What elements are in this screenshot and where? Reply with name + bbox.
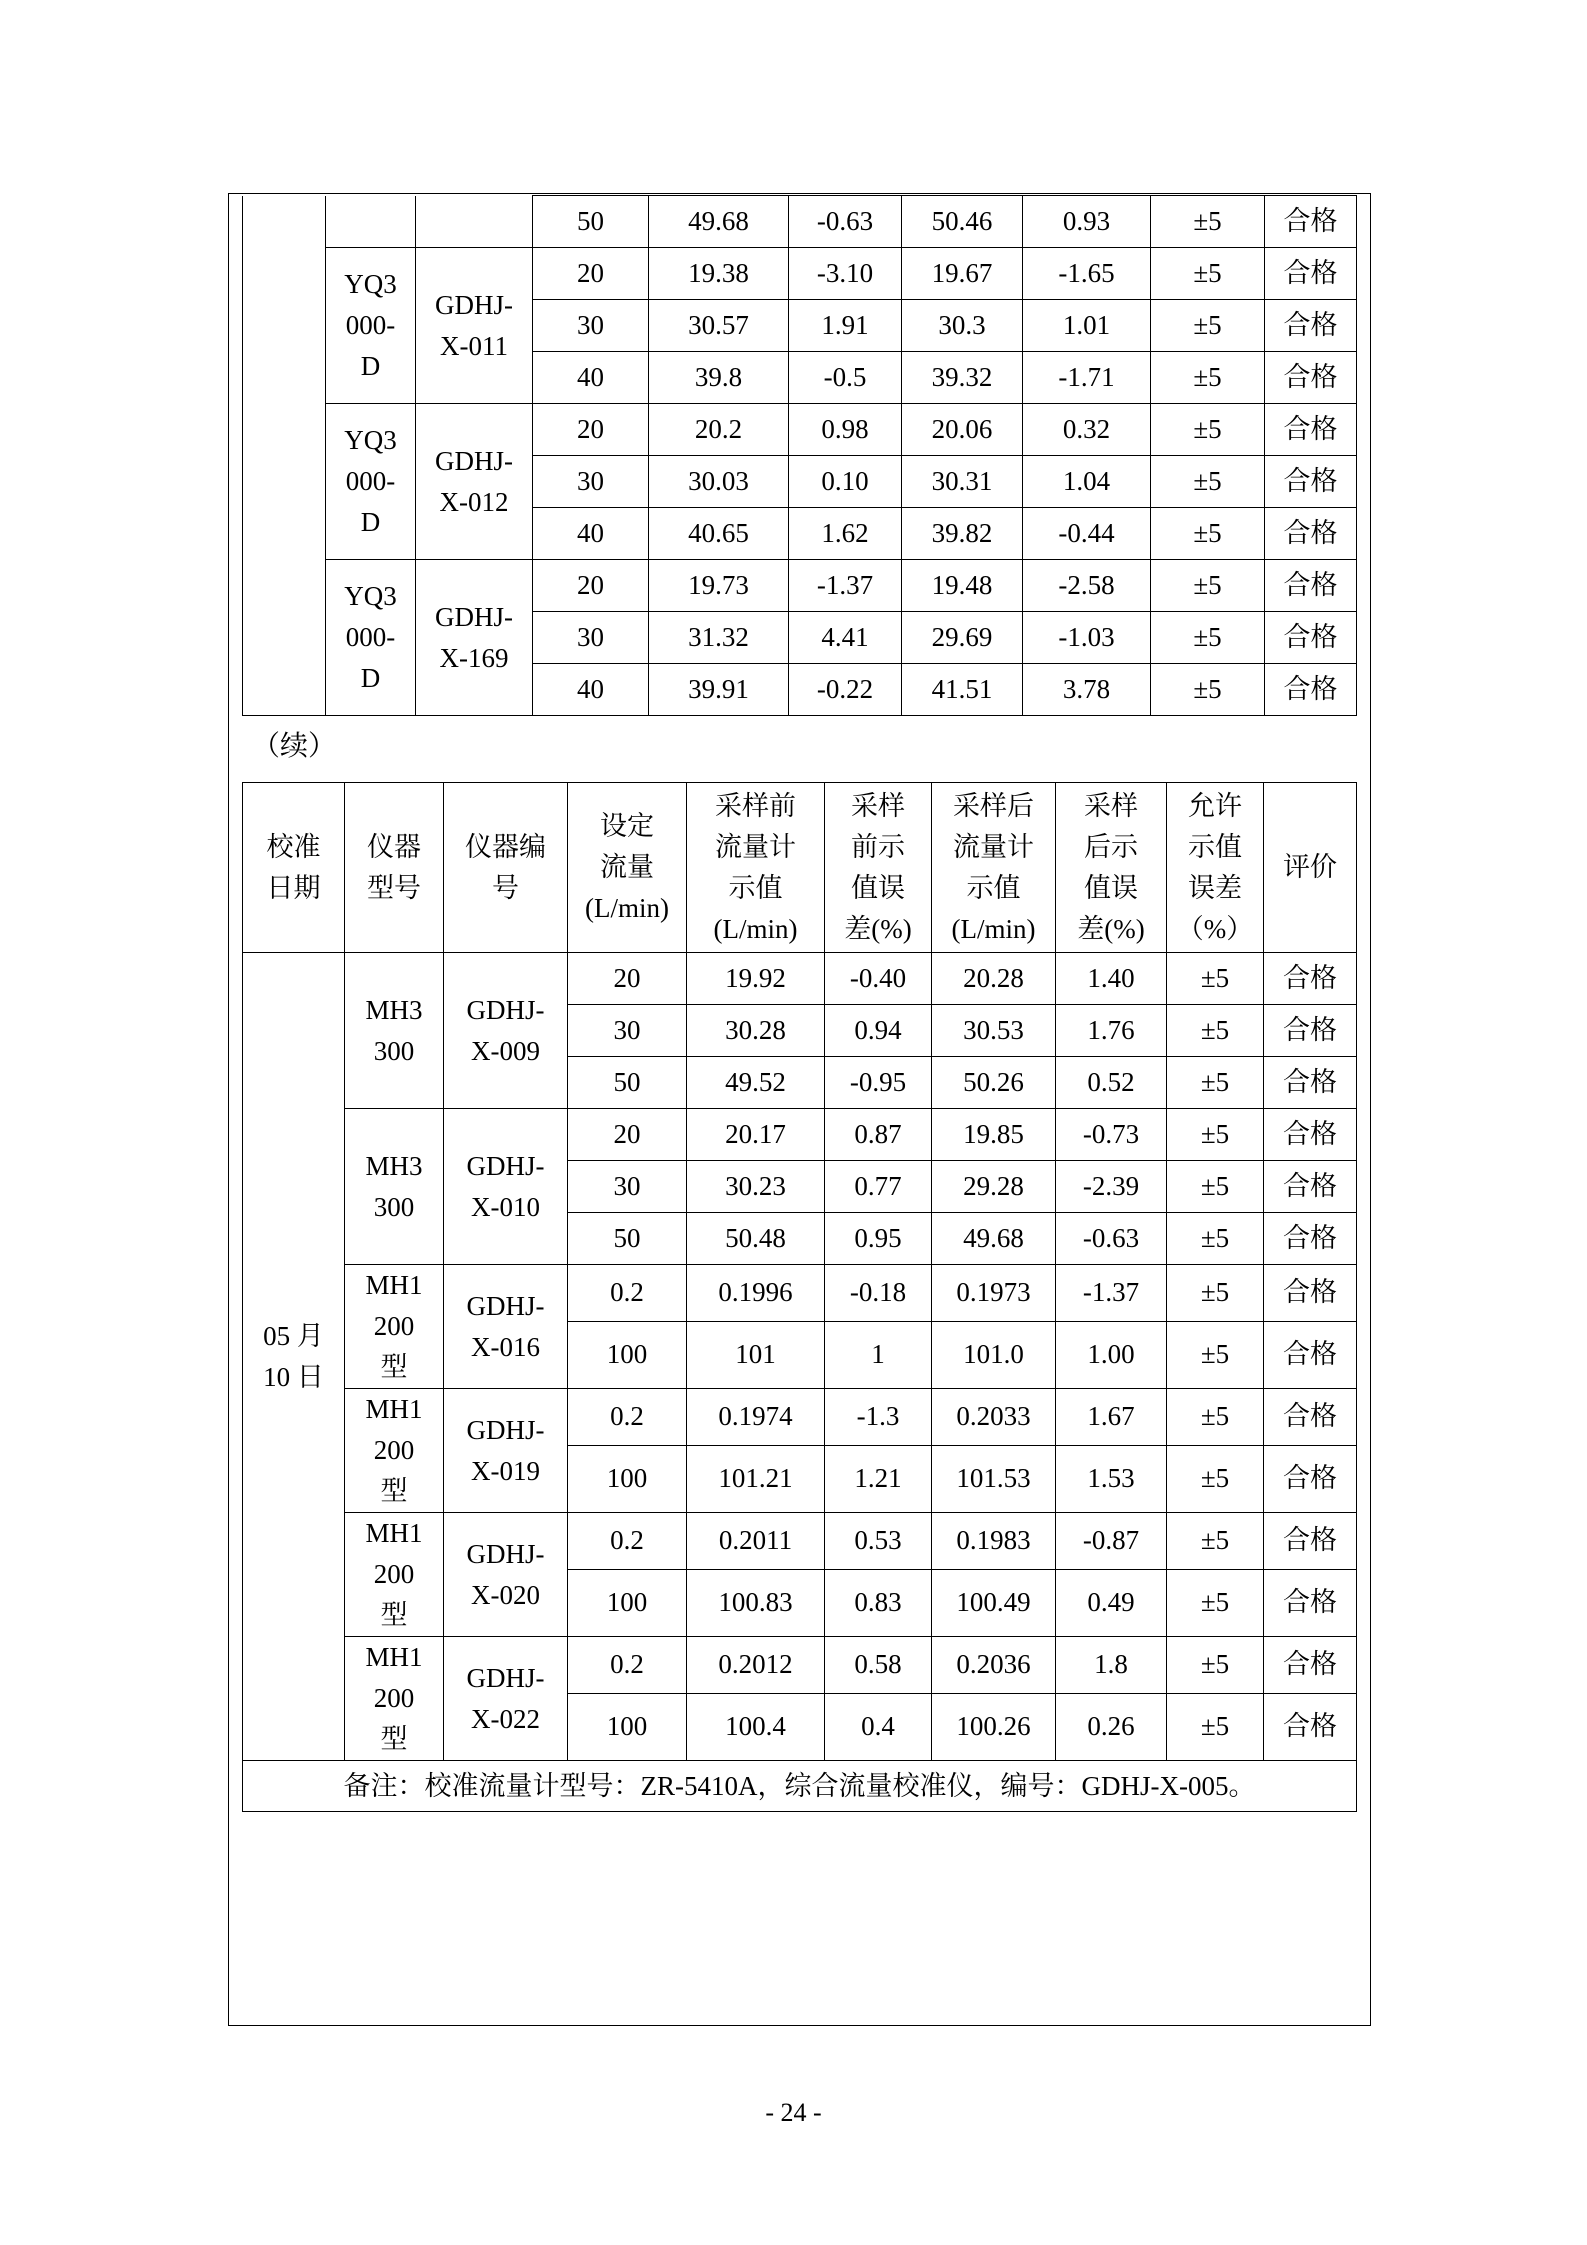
data-cell: 31.32 [649,612,789,664]
data-cell: 0.93 [1023,196,1151,248]
data-cell: 1 [825,1321,932,1388]
data-cell: 0.94 [825,1005,932,1057]
data-cell: ±5 [1167,953,1264,1005]
instrument-id-cell: GDHJ- X-022 [444,1637,568,1761]
data-cell: -0.73 [1056,1109,1167,1161]
data-cell: -0.22 [789,664,902,716]
data-cell: 39.82 [902,508,1023,560]
data-cell: 0.58 [825,1637,932,1694]
column-header: 采样 后示 值误 差(%) [1056,783,1167,953]
date-cell [243,196,326,716]
data-cell: ±5 [1167,1637,1264,1694]
data-cell: 20 [533,404,649,456]
instrument-id-cell: GDHJ- X-011 [416,248,533,404]
data-cell: 101.0 [932,1321,1056,1388]
data-cell: 0.2 [568,1265,687,1322]
data-cell: 4.41 [789,612,902,664]
data-cell: 合格 [1265,300,1357,352]
data-cell: ±5 [1167,1213,1264,1265]
data-cell: 0.49 [1056,1569,1167,1636]
data-cell: ±5 [1167,1389,1264,1446]
data-cell: -1.37 [1056,1265,1167,1322]
data-cell: 1.01 [1023,300,1151,352]
data-cell: 合格 [1264,1265,1357,1322]
model-cell: MH1 200 型 [345,1637,444,1761]
data-cell: -1.37 [789,560,902,612]
column-header: 评价 [1264,783,1357,953]
data-cell: 19.85 [932,1109,1056,1161]
instrument-id-cell [416,196,533,248]
data-cell: 19.67 [902,248,1023,300]
data-cell: 20 [568,1109,687,1161]
data-cell: -0.5 [789,352,902,404]
data-cell: 合格 [1264,1213,1357,1265]
column-header: 采样 前示 值误 差(%) [825,783,932,953]
data-cell: 40 [533,508,649,560]
data-cell: 0.2036 [932,1637,1056,1694]
data-cell: -1.65 [1023,248,1151,300]
data-cell: 30.3 [902,300,1023,352]
data-cell: 合格 [1265,196,1357,248]
instrument-id-cell: GDHJ- X-016 [444,1265,568,1389]
note-text: 备注：校准流量计型号：ZR-5410A，综合流量校准仪，编号：GDHJ-X-005。 [243,1761,1357,1812]
data-cell: 20 [533,248,649,300]
data-cell: 41.51 [902,664,1023,716]
data-cell: 29.28 [932,1161,1056,1213]
model-cell [326,196,416,248]
column-header: 采样前 流量计 示值 (L/min) [687,783,825,953]
data-cell: 39.8 [649,352,789,404]
data-cell: 40.65 [649,508,789,560]
data-cell: 40 [533,352,649,404]
data-cell: 30 [568,1161,687,1213]
data-cell: 1.21 [825,1445,932,1512]
model-cell: MH3 300 [345,953,444,1109]
data-cell: ±5 [1151,612,1265,664]
data-cell: 合格 [1264,1693,1357,1760]
data-cell: 1.00 [1056,1321,1167,1388]
data-cell: 19.48 [902,560,1023,612]
data-cell: 30 [568,1005,687,1057]
data-cell: ±5 [1167,1445,1264,1512]
data-cell: ±5 [1151,404,1265,456]
table-row [243,1637,1357,1694]
data-cell: 0.87 [825,1109,932,1161]
model-cell: YQ3 000- D [326,404,416,560]
continued-label: （续） [252,731,337,762]
data-cell: 0.53 [825,1513,932,1570]
data-cell: 20.17 [687,1109,825,1161]
data-cell: 30.31 [902,456,1023,508]
instrument-id-cell: GDHJ- X-020 [444,1513,568,1637]
data-cell: 0.2 [568,1513,687,1570]
data-cell: 19.92 [687,953,825,1005]
data-cell: ±5 [1167,1057,1264,1109]
data-cell: 30 [533,612,649,664]
column-header: 仪器编 号 [444,783,568,953]
data-cell: 50 [568,1057,687,1109]
column-header: 设定 流量 (L/min) [568,783,687,953]
data-cell: -0.63 [789,196,902,248]
data-cell: 1.62 [789,508,902,560]
note-row [243,1761,1357,1812]
header-row [243,783,1357,953]
data-cell: ±5 [1167,1569,1264,1636]
column-header: 校准 日期 [243,783,345,953]
data-cell: 30 [533,456,649,508]
data-cell: 1.40 [1056,953,1167,1005]
model-cell: YQ3 000- D [326,560,416,716]
data-cell: 合格 [1265,248,1357,300]
data-cell: 0.1983 [932,1513,1056,1570]
data-cell: -0.63 [1056,1213,1167,1265]
data-cell: -0.40 [825,953,932,1005]
data-cell: 0.10 [789,456,902,508]
table-row [243,953,1357,1005]
data-cell: 40 [533,664,649,716]
data-cell: 50 [533,196,649,248]
table-row [243,1265,1357,1322]
data-cell: -2.58 [1023,560,1151,612]
data-cell: 20 [533,560,649,612]
data-cell: 100 [568,1321,687,1388]
model-cell: YQ3 000- D [326,248,416,404]
data-cell: 3.78 [1023,664,1151,716]
data-cell: 49.68 [649,196,789,248]
table-row [243,404,1357,456]
data-cell: ±5 [1151,196,1265,248]
data-cell: 1.04 [1023,456,1151,508]
data-cell: 50 [568,1213,687,1265]
data-cell: ±5 [1167,1321,1264,1388]
data-cell: 30.23 [687,1161,825,1213]
data-cell: 合格 [1264,1321,1357,1388]
calibration-table [242,782,1357,1812]
date-cell: 05 月 10 日 [243,953,345,1761]
data-cell: 0.83 [825,1569,932,1636]
data-cell: ±5 [1151,352,1265,404]
data-cell: 合格 [1264,1445,1357,1512]
data-cell: 39.91 [649,664,789,716]
data-cell: 39.32 [902,352,1023,404]
table-row [243,1109,1357,1161]
model-cell: MH1 200 型 [345,1265,444,1389]
model-cell: MH1 200 型 [345,1389,444,1513]
data-cell: 100 [568,1693,687,1760]
instrument-id-cell: GDHJ- X-012 [416,404,533,560]
data-cell: 0.2 [568,1637,687,1694]
data-cell: 0.77 [825,1161,932,1213]
page-number: - 24 - [765,2098,822,2127]
data-cell: 合格 [1264,1057,1357,1109]
data-cell: 合格 [1264,1389,1357,1446]
data-cell: 合格 [1265,352,1357,404]
data-cell: -0.95 [825,1057,932,1109]
column-header: 采样后 流量计 示值 (L/min) [932,783,1056,953]
data-cell: 0.2 [568,1389,687,1446]
data-cell: 20 [568,953,687,1005]
data-cell: 0.4 [825,1693,932,1760]
column-header: 仪器 型号 [345,783,444,953]
data-cell: ±5 [1167,1005,1264,1057]
column-header: 允许 示值 误差 （%） [1167,783,1264,953]
data-cell: 100 [568,1445,687,1512]
data-cell: 30 [533,300,649,352]
data-cell: -2.39 [1056,1161,1167,1213]
data-cell: 19.73 [649,560,789,612]
data-cell: 100.26 [932,1693,1056,1760]
data-cell: 合格 [1265,508,1357,560]
data-cell: 101.21 [687,1445,825,1512]
data-cell: 1.76 [1056,1005,1167,1057]
table-row [243,1389,1357,1446]
data-cell: 1.8 [1056,1637,1167,1694]
data-cell: ±5 [1151,300,1265,352]
data-cell: -3.10 [789,248,902,300]
data-cell: 合格 [1265,560,1357,612]
data-cell: ±5 [1151,456,1265,508]
data-cell: 0.2033 [932,1389,1056,1446]
data-cell: -1.3 [825,1389,932,1446]
data-cell: -0.87 [1056,1513,1167,1570]
data-cell: ±5 [1167,1693,1264,1760]
data-cell: 合格 [1264,1637,1357,1694]
data-cell: 0.1996 [687,1265,825,1322]
data-cell: 30.28 [687,1005,825,1057]
data-cell: 49.68 [932,1213,1056,1265]
data-cell: 0.98 [789,404,902,456]
data-cell: -0.18 [825,1265,932,1322]
data-cell: 1.53 [1056,1445,1167,1512]
data-cell: 20.28 [932,953,1056,1005]
data-cell: 100.83 [687,1569,825,1636]
model-cell: MH1 200 型 [345,1513,444,1637]
data-cell: -1.03 [1023,612,1151,664]
table-row [243,196,1357,248]
data-cell: ±5 [1167,1109,1264,1161]
data-cell: 合格 [1264,953,1357,1005]
data-cell: 0.32 [1023,404,1151,456]
data-cell: 0.26 [1056,1693,1167,1760]
table-row [243,248,1357,300]
data-cell: ±5 [1151,664,1265,716]
data-cell: 0.2012 [687,1637,825,1694]
data-cell: 100 [568,1569,687,1636]
data-cell: 合格 [1265,664,1357,716]
data-cell: 101 [687,1321,825,1388]
data-cell: 100.4 [687,1693,825,1760]
data-cell: 30.57 [649,300,789,352]
data-cell: ±5 [1151,248,1265,300]
table-row [243,560,1357,612]
data-cell: 合格 [1264,1513,1357,1570]
data-cell: 30.53 [932,1005,1056,1057]
data-cell: 0.2011 [687,1513,825,1570]
data-cell: ±5 [1151,508,1265,560]
data-cell: 合格 [1264,1005,1357,1057]
data-cell: -1.71 [1023,352,1151,404]
data-cell: -0.44 [1023,508,1151,560]
data-cell: 1.67 [1056,1389,1167,1446]
data-cell: 50.46 [902,196,1023,248]
instrument-id-cell: GDHJ- X-009 [444,953,568,1109]
data-cell: 合格 [1264,1109,1357,1161]
data-cell: ±5 [1151,560,1265,612]
data-cell: 0.52 [1056,1057,1167,1109]
data-cell: ±5 [1167,1161,1264,1213]
data-cell: 49.52 [687,1057,825,1109]
data-cell: 50.48 [687,1213,825,1265]
data-cell: 100.49 [932,1569,1056,1636]
instrument-id-cell: GDHJ- X-169 [416,560,533,716]
data-cell: 19.38 [649,248,789,300]
data-cell: 合格 [1264,1569,1357,1636]
data-cell: 合格 [1265,404,1357,456]
data-cell: 0.1973 [932,1265,1056,1322]
data-cell: 29.69 [902,612,1023,664]
data-cell: 0.1974 [687,1389,825,1446]
data-cell: 101.53 [932,1445,1056,1512]
data-cell: 20.2 [649,404,789,456]
model-cell: MH3 300 [345,1109,444,1265]
calibration-table-continued-top [242,195,1357,716]
data-cell: ±5 [1167,1513,1264,1570]
instrument-id-cell: GDHJ- X-019 [444,1389,568,1513]
data-cell: 1.91 [789,300,902,352]
data-cell: 合格 [1264,1161,1357,1213]
data-cell: 合格 [1265,456,1357,508]
instrument-id-cell: GDHJ- X-010 [444,1109,568,1265]
data-cell: 0.95 [825,1213,932,1265]
data-cell: 20.06 [902,404,1023,456]
data-cell: 合格 [1265,612,1357,664]
data-cell: ±5 [1167,1265,1264,1322]
data-cell: 30.03 [649,456,789,508]
data-cell: 50.26 [932,1057,1056,1109]
table-row [243,1513,1357,1570]
